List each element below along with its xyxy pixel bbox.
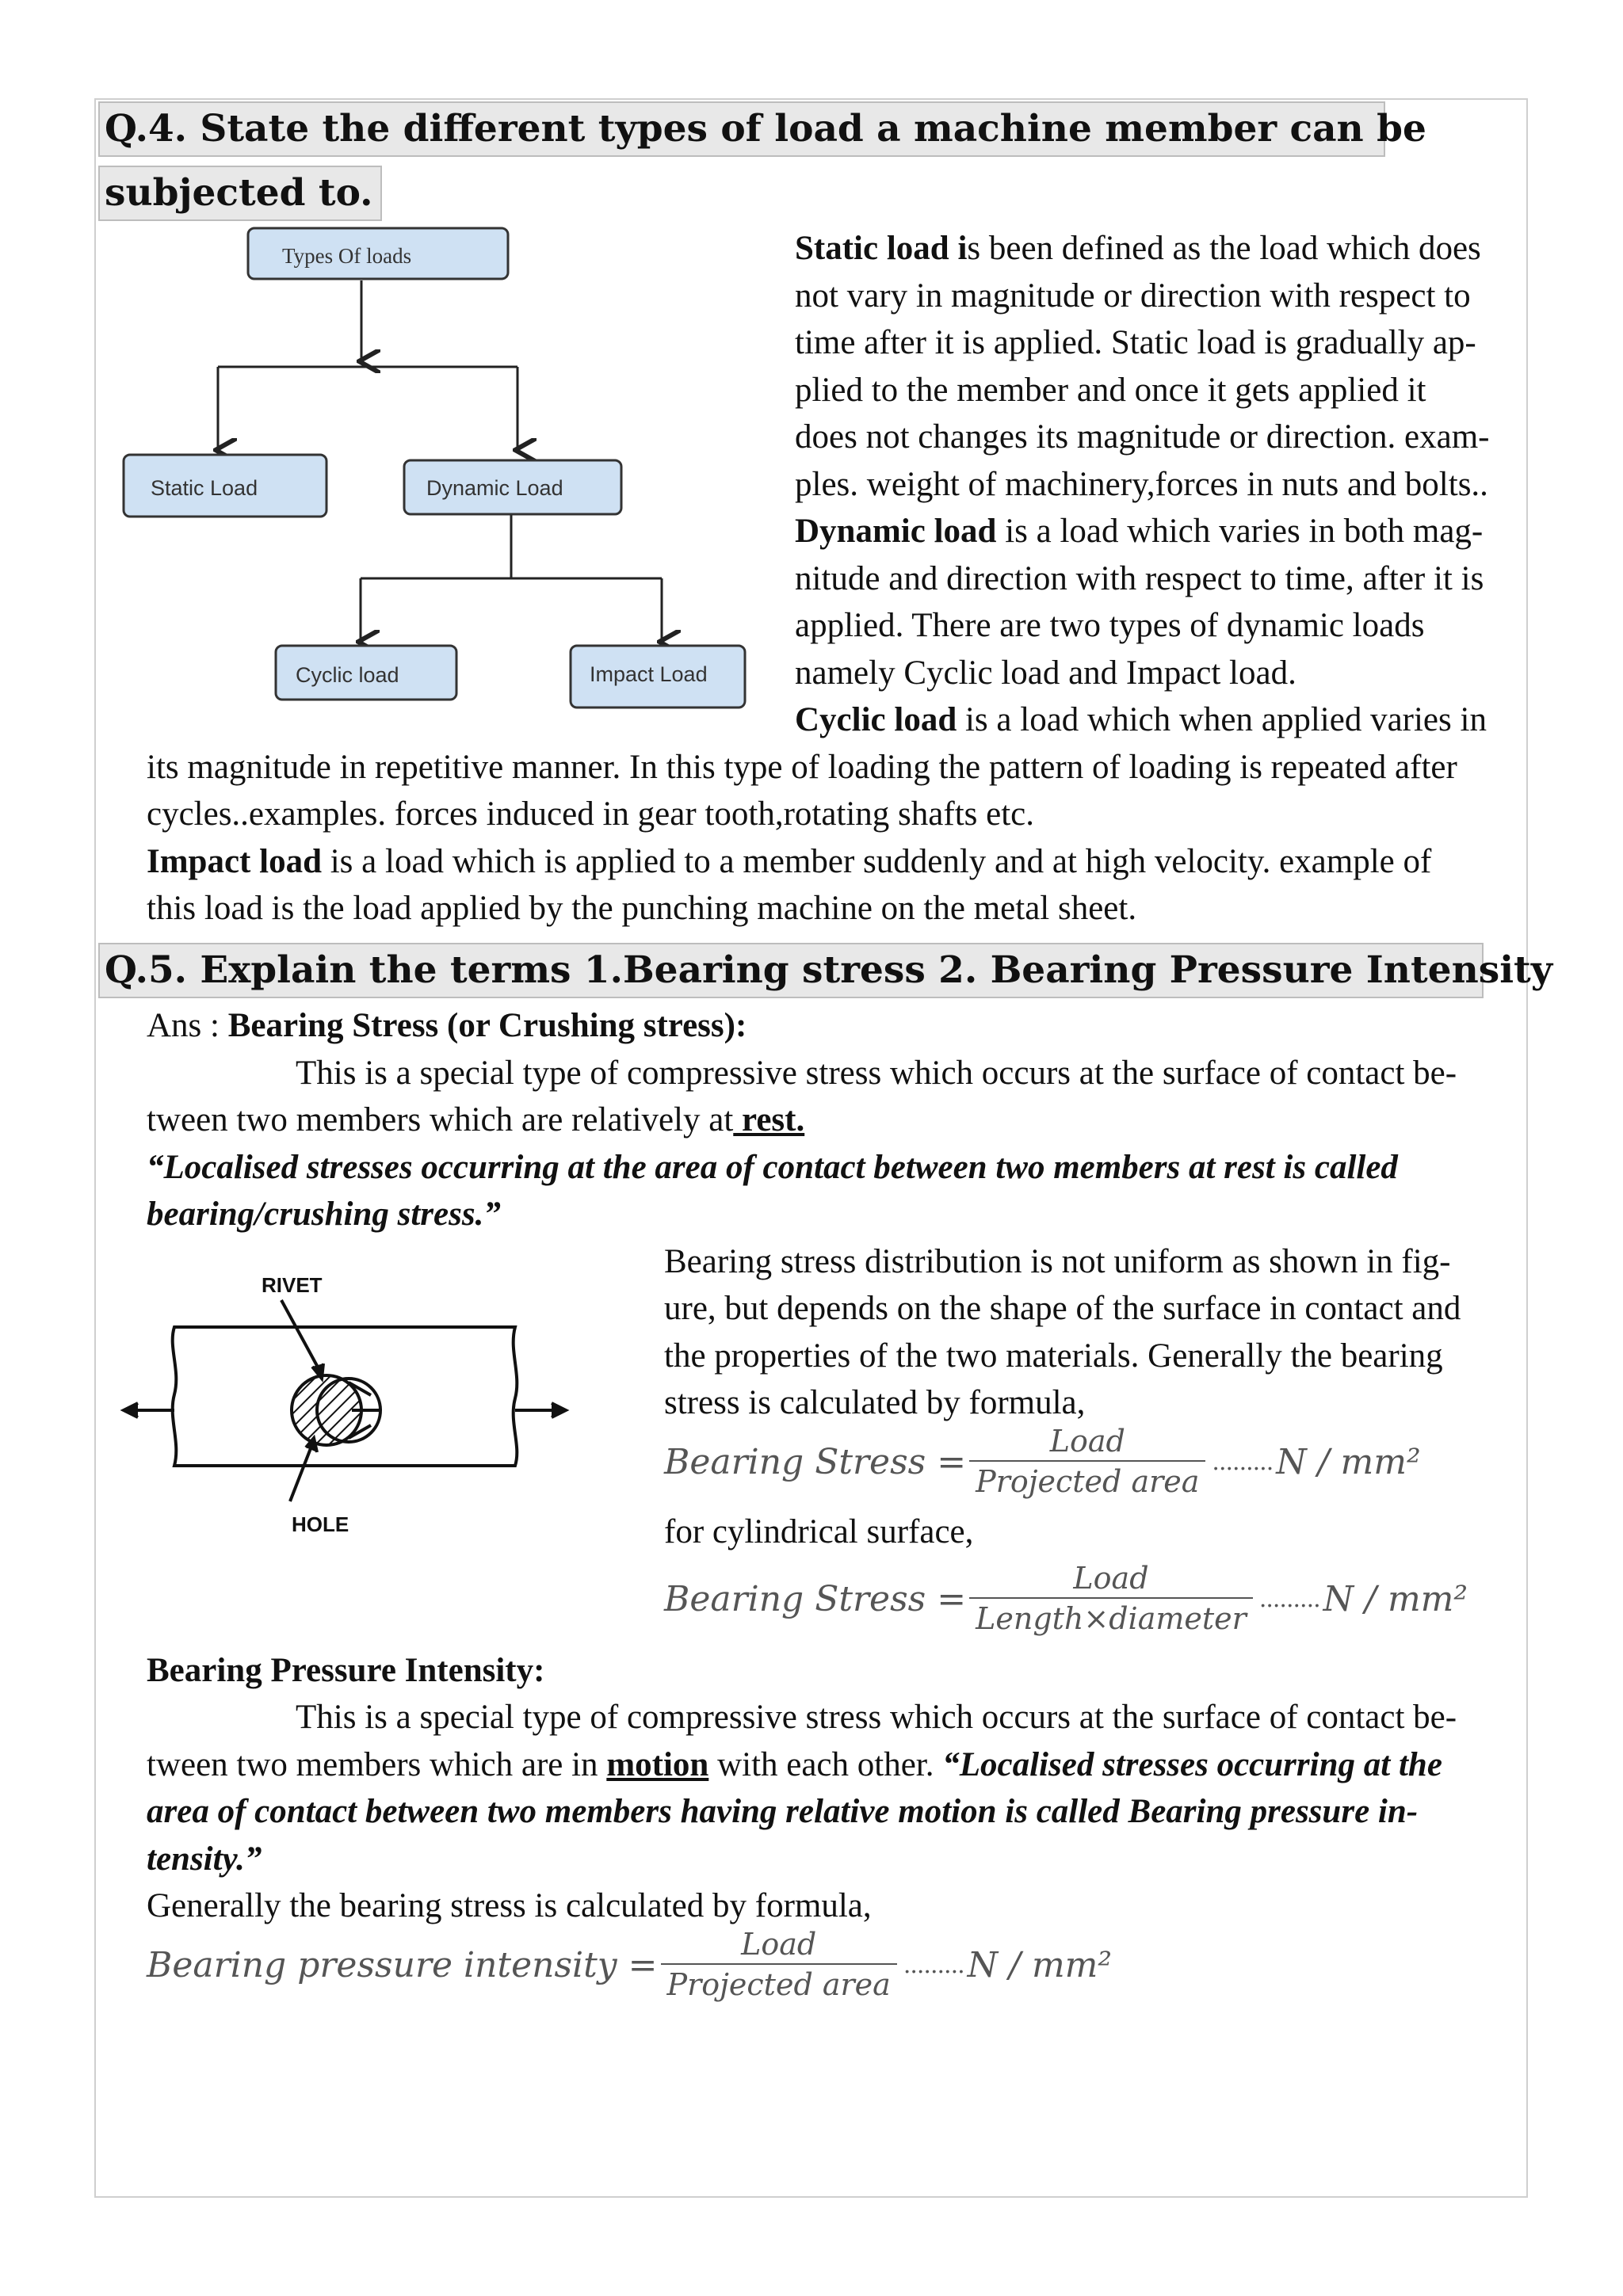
bpi-formula-intro: Generally the bearing stress is calculated by formula,: [147, 1887, 872, 1924]
formula1-fraction: [969, 1422, 1205, 1501]
formula3-unit: N / mm²: [967, 1944, 1113, 1985]
types-of-loads-diagram: [111, 214, 761, 721]
impact-load-line-1: Impact load is a load which is applied to a member suddenly and at high velocity. example of: [147, 843, 1432, 880]
static-load-line-2: not vary in magnitude or direction with respect to: [795, 277, 1471, 315]
node-impact-load-label: Impact Load: [590, 662, 708, 686]
impact-load-line-2: this load is the load applied by the punching machine on the metal sheet.: [147, 890, 1137, 927]
cyclic-load-line-1: Cyclic load is a load which when applied varies in: [795, 701, 1487, 738]
static-load-line-4: plied to the member and once it gets applied it: [795, 372, 1426, 409]
dynamic-load-line-1: Dynamic load is a load which varies in both mag-: [795, 513, 1484, 550]
formula2-unit: N / mm²: [1323, 1578, 1468, 1619]
distribution-line-4: stress is calculated by formula,: [664, 1384, 1086, 1421]
rivet-label: RIVET: [262, 1273, 323, 1297]
dynamic-load-line-3: applied. There are two types of dynamic loads: [795, 607, 1425, 644]
cylindrical-surface-text: for cylindrical surface,: [664, 1513, 974, 1550]
static-load-line-6: ples. weight of machinery,forces in nuts and bolts..: [795, 466, 1488, 503]
bpi-line-4: tensity.”: [147, 1840, 262, 1878]
distribution-line-1: Bearing stress distribution is not uniform as shown in fig-: [664, 1243, 1451, 1280]
cyclic-load-line-3: cycles..examples. forces induced in gear tooth,rotating shafts etc.: [147, 795, 1034, 833]
formula1-denominator: Projected area: [976, 1464, 1200, 1499]
rivet-hole-figure: [119, 1264, 571, 1549]
hole-label: HOLE: [292, 1512, 349, 1536]
formula3-denominator: Projected area: [666, 1967, 891, 2002]
node-types-of-loads-label: Types Of loads: [282, 244, 412, 268]
formula3-lhs: Bearing pressure intensity =: [147, 1944, 658, 1985]
q4-heading-line2: subjected to.: [98, 166, 382, 221]
formula2-dots: .........: [1258, 1585, 1320, 1613]
static-load-line-1: Static load is been defined as the load which does: [795, 230, 1481, 267]
formula2-fraction: [969, 1559, 1253, 1638]
bearing-stress-quote-line1: “Localised stresses occurring at the area of contact between two members at rest is called: [147, 1149, 1398, 1186]
bearing-stress-quote-line2: bearing/crushing stress.”: [147, 1196, 501, 1233]
node-dynamic-load-label: Dynamic Load: [426, 476, 563, 500]
formula1-numerator: Load: [1049, 1424, 1125, 1459]
bpi-line-3: area of contact between two members having relative motion is called Bearing pressure in-: [147, 1793, 1419, 1830]
bearing-stress-para-line2: tween two members which are relatively at rest.: [147, 1101, 805, 1138]
dynamic-load-line-2: nitude and direction with respect to time, after it is: [795, 560, 1484, 597]
cyclic-load-line-2: its magnitude in repetitive manner. In this type of loading the pattern of loading is repeated after: [147, 749, 1457, 786]
distribution-line-2: ure, but depends on the shape of the surface in contact and: [664, 1290, 1461, 1327]
formula1-unit: N / mm²: [1276, 1441, 1421, 1482]
bearing-stress-formula-2: [664, 1559, 1468, 1638]
formula1-lhs: Bearing Stress =: [664, 1441, 967, 1482]
dynamic-load-line-4: namely Cyclic load and Impact load.: [795, 654, 1296, 692]
formula1-dots: .........: [1212, 1447, 1274, 1476]
q5-heading: Q.5. Explain the terms 1.Bearing stress 2. Bearing Pressure Intensity: [98, 943, 1484, 998]
bearing-stress-formula-1: [664, 1422, 1421, 1501]
q4-heading-line1: Q.4. State the different types of load a machine member can be: [98, 101, 1385, 157]
formula3-fraction: [661, 1925, 897, 2004]
static-load-line-3: time after it is applied. Static load is gradually ap-: [795, 324, 1476, 361]
node-cyclic-load-label: Cyclic load: [296, 663, 399, 687]
formula3-numerator: Load: [741, 1927, 817, 1962]
bpi-title: Bearing Pressure Intensity:: [147, 1652, 545, 1689]
bpi-line-1: This is a special type of compressive stress which occurs at the surface of contact be-: [296, 1699, 1457, 1736]
formula3-dots: .........: [903, 1951, 964, 1979]
distribution-line-3: the properties of the two materials. Generally the bearing: [664, 1337, 1443, 1375]
bearing-stress-title: Ans : Bearing Stress (or Crushing stress):: [147, 1007, 747, 1044]
node-static-load-label: Static Load: [151, 476, 258, 500]
formula2-numerator: Load: [1073, 1561, 1149, 1596]
formula2-lhs: Bearing Stress =: [664, 1578, 967, 1619]
bearing-pressure-intensity-formula: [147, 1925, 1112, 2004]
static-load-line-5: does not changes its magnitude or direction. exam-: [795, 418, 1490, 456]
bpi-line-2: tween two members which are in motion with each other. “Localised stresses occurring at the: [147, 1746, 1442, 1783]
formula2-denominator: Length×diameter: [976, 1601, 1247, 1636]
bearing-stress-para-line1: This is a special type of compressive stress which occurs at the surface of contact be-: [296, 1055, 1457, 1092]
